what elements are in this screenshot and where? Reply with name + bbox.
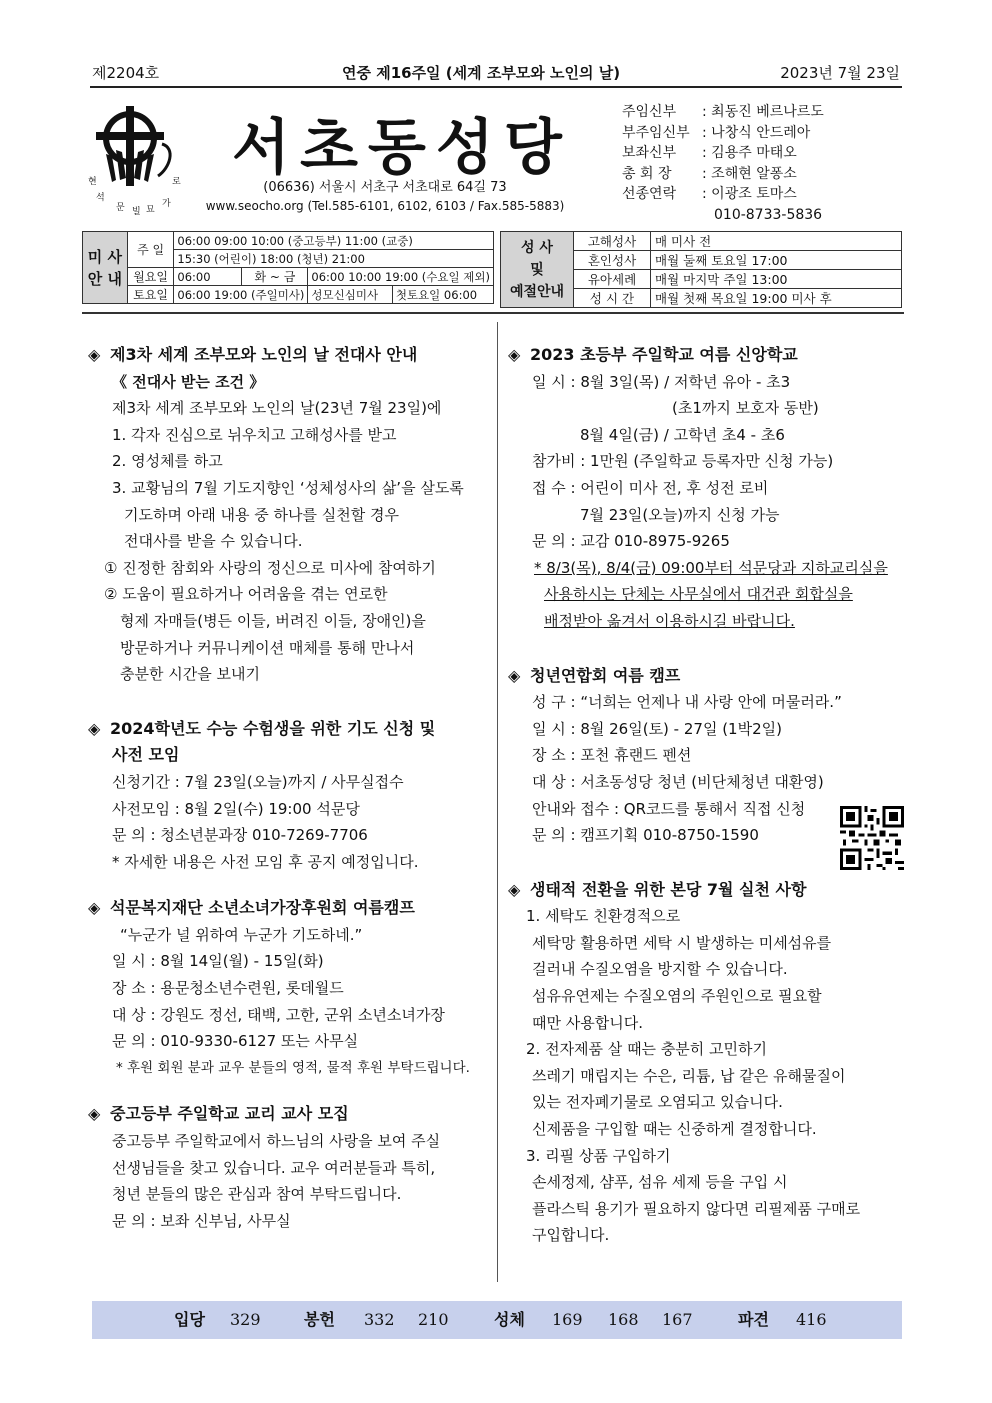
communion-label: 성체 [494, 1310, 525, 1329]
communion-value-2: 168 [608, 1310, 639, 1329]
tue-fri-time: 06:00 10:00 19:00 (수요일 제외) [308, 268, 494, 286]
sunday-times-1: 06:00 09:00 10:00 (중고등부) 11:00 (교중) [174, 232, 494, 250]
section-title-exam-prayer-cont: 사전 모임 [112, 745, 180, 765]
top-bar [90, 56, 902, 88]
entry-value: 329 [230, 1310, 261, 1329]
text-line: 사전모임 : 8월 2일(수) 19:00 석문당 [112, 799, 360, 818]
text-line: 3. 리필 상품 구입하기 [526, 1146, 671, 1165]
sacrament-label: 혼인성사 [574, 251, 651, 270]
offering-value-1: 332 [364, 1310, 395, 1329]
sacrament-value: 매 미사 전 [651, 232, 902, 251]
column-divider [497, 322, 498, 1282]
section-title-indulgence: ◈ 제3차 세계 조부모와 노인의 날 전대사 안내 [88, 342, 493, 369]
text-line: 신제품을 구입할 때는 신중하게 결정합니다. [532, 1120, 817, 1139]
text-line: 플라스틱 용기가 필요하지 않다면 리필제품 구매로 [532, 1199, 861, 1218]
tue-fri-label: 화 ~ 금 [242, 268, 308, 286]
text-line: 사용하시는 단체는 사무실에서 대건관 회합실을 [544, 585, 853, 604]
diamond-bullet-icon: ◈ [88, 345, 101, 364]
sacrament-table-header: 성 사 및 예절안내 [501, 232, 574, 308]
text-line: 섬유유연제는 수질오염의 주원인으로 필요할 [532, 987, 822, 1006]
header-divider [82, 312, 904, 314]
text-line: 안내와 접수 : QR코드를 통해서 직접 신청 [532, 799, 806, 818]
text-line: 배정받아 옮겨서 이용하시길 바랍니다. [544, 611, 795, 630]
right-column [508, 342, 903, 1249]
section-title-welfare-camp: ◈ 석문복지재단 소년소녀가장후원회 여름캠프 [88, 895, 493, 922]
offering-label: 봉헌 [304, 1310, 335, 1329]
staff-row: 부주임신부 : 나창식 안드레아 [622, 124, 811, 141]
diamond-bullet-icon: ◈ [508, 665, 521, 685]
text-line: 기도하며 아래 내용 중 하나를 실천할 경우 [124, 505, 399, 524]
diamond-bullet-icon: ◈ [88, 1104, 101, 1124]
text-line: 청년 분들의 많은 관심과 참여 부탁드립니다. [112, 1185, 402, 1204]
text-line: 쓰레기 매립지는 수은, 리튬, 납 같은 유해물질이 [532, 1066, 846, 1085]
section-title-ecology: ◈ 생태적 전환을 위한 본당 7월 실천 사항 [508, 877, 903, 904]
text-line: 있는 전자폐기물로 오염되고 있습니다. [532, 1093, 783, 1112]
text-line: 성 구 : “너희는 언제나 내 사랑 안에 머물러라.” [532, 693, 842, 712]
text-line: 일 시 : 8월 14일(월) - 15일(화) [112, 952, 324, 971]
section-title-youth-camp: ◈ 청년연합회 여름 캠프 [508, 663, 903, 690]
occasion-title: 연중 제16주일 (세계 조부모와 노인의 날) [342, 64, 621, 82]
sacrament-table [500, 231, 902, 308]
text-line: 장 소 : 포천 휴랜드 펜션 [532, 746, 692, 765]
text-line: 참가비 : 1만원 (주일학교 등록자만 신청 가능) [532, 452, 834, 471]
parish-website-contact: www.seocho.org (Tel.585-6101, 6102, 6103 / Fax.585-5883) [205, 199, 565, 213]
text-line: 손세정제, 샴푸, 섬유 세제 등을 구입 시 [532, 1173, 788, 1192]
mass-table-header: 미 사 안 내 [83, 232, 128, 304]
parish-name: 서초동성당 [232, 113, 572, 183]
staff-row: 총 회 장 : 조해현 알퐁소 [622, 165, 797, 182]
text-line: 접 수 : 어린이 미사 전, 후 성전 로비 [532, 478, 769, 497]
sacrament-value: 매월 첫째 목요일 19:00 미사 후 [651, 289, 902, 308]
staff-phone: 010-8733-5836 [714, 206, 823, 223]
text-line: 신청기간 : 7월 23일(오늘)까지 / 사무실접수 [112, 772, 404, 791]
sacrament-label: 유아세례 [574, 270, 651, 289]
text-line: 일 시 : 8월 26일(토) - 27일 (1박2일) [532, 719, 782, 738]
text-line: 대 상 : 서초동성당 청년 (비단체청년 대환영) [532, 772, 824, 791]
text-line: * 8/3(목), 8/4(금) 09:00부터 석문당과 지하교리실을 [534, 558, 888, 577]
text-line: 방문하거나 커뮤니케이션 매체를 통해 만나서 [120, 638, 415, 657]
monday-label: 월요일 [127, 268, 174, 286]
text-line: “누군가 널 위하여 누군가 기도하네.” [120, 925, 363, 944]
dismissal-label: 파견 [738, 1310, 769, 1329]
text-line: 형제 자매들(병든 이들, 버려진 이들, 장애인)을 [120, 611, 426, 630]
first-saturday-mass: 첫토요일 06:00 [392, 286, 493, 304]
text-line: 문 의 : 청소년분과장 010-7269-7706 [112, 826, 368, 845]
text-line: 일 시 : 8월 3일(목) / 저학년 유아 - 초3 [532, 372, 791, 391]
text-line: 장 소 : 용문청소년수련원, 롯데월드 [112, 979, 344, 998]
text-line: 3. 교황님의 7월 기도지향인 ‘성체성사의 삶’을 살도록 [112, 478, 464, 497]
text-line: * 자세한 내용은 사전 모임 후 공지 예정입니다. [112, 852, 419, 871]
indulgence-subtitle: 《 전대사 받는 조건 》 [112, 372, 265, 391]
text-line: 1. 각자 진심으로 뉘우치고 고해성사를 받고 [112, 425, 397, 444]
text-line: 제3차 세계 조부모와 노인의 날(23년 7월 23일)에 [112, 399, 442, 418]
staff-row: 보좌신부 : 김용주 마태오 [622, 145, 797, 161]
text-line: 2. 영성체를 하고 [112, 452, 223, 471]
staff-row: 선종연락 : 이광조 토마스 [622, 186, 797, 202]
section-title-summer-school: ◈ 2023 초등부 주일학교 여름 신앙학교 [508, 342, 903, 369]
text-line: 2. 전자제품 살 때는 충분히 고민하기 [526, 1040, 768, 1059]
text-line: 문 의 : 교감 010-8975-9265 [532, 532, 730, 551]
text-line: 걸러내 수질오염을 방지할 수 있습니다. [532, 960, 788, 979]
text-line: 1. 세탁도 친환경적으로 [526, 907, 681, 926]
sacrament-label: 성 시 간 [574, 289, 651, 308]
text-line: 문 의 : 캠프기획 010-8750-1590 [532, 826, 759, 845]
text-line: ② 도움이 필요하거나 어려움을 겪는 연로한 [104, 585, 388, 604]
sacrament-value: 매월 둘째 토요일 17:00 [651, 251, 902, 270]
text-line: 8월 4일(금) / 고학년 초4 - 초6 [580, 425, 785, 444]
text-line: * 후원 회원 분과 교우 분들의 영적, 물적 후원 부탁드립니다. [116, 1059, 470, 1076]
sacrament-value: 매월 마지막 주일 13:00 [651, 270, 902, 289]
entry-label: 입당 [174, 1310, 205, 1329]
diamond-bullet-icon: ◈ [88, 898, 101, 918]
issue-number: 제2204호 [92, 64, 160, 82]
saturday-time: 06:00 19:00 (주일미사) [174, 286, 308, 304]
section-title-teacher-recruit: ◈ 중고등부 주일학교 교리 교사 모집 [88, 1101, 493, 1128]
staff-row: 주임신부 : 최동진 베르나르도 [622, 104, 824, 120]
saturday-marian-mass: 성모신심미사 [308, 286, 392, 304]
parish-address: (06636) 서울시 서초구 서초대로 64길 73 [263, 180, 507, 195]
communion-value-3: 167 [662, 1310, 693, 1329]
text-line: 전대사를 받을 수 있습니다. [124, 532, 303, 551]
text-line: 대 상 : 강원도 정선, 태백, 고한, 군위 소년소녀가장 [112, 1005, 445, 1024]
text-line: 문 의 : 010-9330-6127 또는 사무실 [112, 1032, 359, 1051]
mass-schedule-table [82, 231, 494, 304]
qr-code-icon[interactable] [840, 806, 904, 870]
diamond-bullet-icon: ◈ [508, 879, 521, 899]
text-line: (초1까지 보호자 동반) [672, 399, 819, 418]
issue-date: 2023년 7월 23일 [780, 64, 900, 82]
text-line: 때만 사용합니다. [532, 1013, 643, 1032]
dismissal-value: 416 [796, 1310, 827, 1329]
attendance-stats-bar [92, 1301, 902, 1339]
monday-time: 06:00 [174, 268, 242, 286]
diamond-bullet-icon: ◈ [88, 718, 101, 738]
text-line: 7월 23일(오늘)까지 신청 가능 [580, 505, 780, 524]
text-line: 중고등부 주일학교에서 하느님의 사랑을 보여 주실 [112, 1132, 441, 1151]
communion-value-1: 169 [552, 1310, 583, 1329]
text-line: 충분한 시간을 보내기 [120, 665, 260, 684]
diamond-bullet-icon: ◈ [508, 345, 521, 364]
text-line: 문 의 : 보좌 신부님, 사무실 [112, 1211, 291, 1230]
staff-list [622, 102, 824, 225]
saturday-label: 토요일 [127, 286, 174, 304]
section-title-exam-prayer: ◈ 2024학년도 수능 수험생을 위한 기도 신청 및 [88, 716, 493, 743]
sunday-label: 주 일 [127, 232, 174, 268]
sunday-times-2: 15:30 (어린이) 18:00 (청년) 21:00 [174, 250, 494, 268]
text-line: 구입합니다. [532, 1226, 610, 1245]
parish-logo: 현 석 문 로 가 묘 빌 [86, 98, 188, 216]
left-column [88, 342, 493, 1234]
sacrament-label: 고해성사 [574, 232, 651, 251]
offering-value-2: 210 [418, 1310, 449, 1329]
text-line: 선생님들을 찾고 있습니다. 교우 여러분들과 특히, [112, 1158, 436, 1177]
parish-address-block [205, 178, 565, 216]
text-line: ① 진정한 참회와 사랑의 정신으로 미사에 참여하기 [104, 558, 436, 577]
text-line: 세탁망 활용하면 세탁 시 발생하는 미세섬유를 [532, 933, 832, 952]
